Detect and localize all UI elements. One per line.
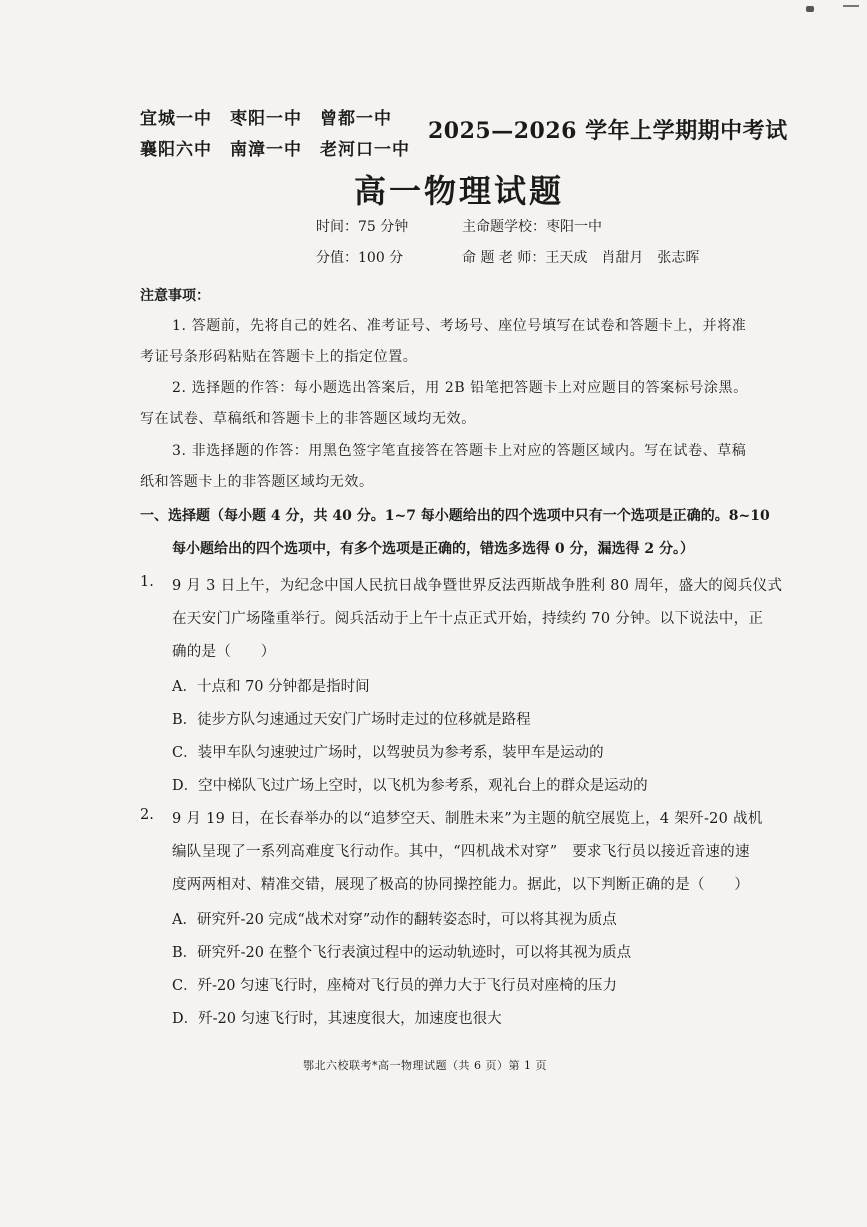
question-2-line-1: 9 月 19 日，在长春举办的以“追梦空天、制胜未来”为主题的航空展览上，4 架歼-20 战机 [172, 811, 763, 827]
scan-mark [806, 6, 814, 12]
note-3-line-2: 纸和答题卡上的非答题区域均无效。 [140, 474, 374, 490]
page-footer: 鄂北六校联考*高一物理试题（共 6 页）第 1 页 [303, 1059, 547, 1072]
page-title: 高一物理试题 [354, 172, 565, 210]
exam-title: 2025—2026 学年上学期期中考试 [428, 118, 788, 144]
question-1-option-a: A．十点和 70 分钟都是指时间 [172, 679, 370, 695]
question-1-number: 1. [140, 574, 154, 590]
question-2-number: 2. [140, 807, 154, 823]
question-1-option-b: B．徒步方队匀速通过天安门广场时走过的位移就是路程 [172, 712, 531, 728]
question-1-option-c: C．装甲车队匀速驶过广场时，以驾驶员为参考系，装甲车是运动的 [172, 745, 604, 761]
section-1-heading-line-2: 每小题给出的四个选项中，有多个选项是正确的，错选多选得 0 分，漏选得 2 分。） [172, 541, 694, 557]
question-1-line-3: 确的是（ ） [172, 644, 276, 660]
exam-teachers: 命 题 老 师：王天成 肖甜月 张志晖 [462, 250, 700, 266]
section-1-heading-line-1: 一、选择题（每小题 4 分，共 40 分。1~7 每小题给出的四个选项中只有一个选项是正确的。8~10 [140, 508, 770, 524]
exam-score: 分值：100 分 [316, 250, 404, 266]
note-3-line-1: 3. 非选择题的作答：用黑色签字笔直接答在答题卡上对应的答题区域内。写在试卷、草稿 [172, 443, 747, 459]
schools-row-1: 宜城一中 枣阳一中 曾都一中 [140, 109, 392, 129]
scan-line [843, 5, 859, 7]
exam-time: 时间：75 分钟 [316, 219, 409, 235]
question-2-option-c: C．歼-20 匀速飞行时，座椅对飞行员的弹力大于飞行员对座椅的压力 [172, 978, 618, 994]
schools-row-2: 襄阳六中 南漳一中 老河口一中 [140, 140, 410, 160]
notes-heading: 注意事项： [140, 288, 210, 304]
host-school: 主命题学校：枣阳一中 [462, 219, 602, 235]
question-2-option-b: B．研究歼-20 在整个飞行表演过程中的运动轨迹时，可以将其视为质点 [172, 945, 632, 961]
note-1-line-1: 1. 答题前，先将自己的姓名、准考证号、考场号、座位号填写在试卷和答题卡上，并将准 [172, 318, 747, 334]
question-2-line-2: 编队呈现了一系列高难度飞行动作。其中，“四机战术对穿” 要求飞行员以接近音速的速 [172, 844, 750, 860]
question-1-line-1: 9 月 3 日上午，为纪念中国人民抗日战争暨世界反法西斯战争胜利 80 周年，盛大的阅兵仪式 [172, 578, 783, 594]
question-1-line-2: 在天安门广场隆重举行。阅兵活动于上午十点正式开始，持续约 70 分钟。以下说法中，正 [172, 611, 764, 627]
note-2-line-2: 写在试卷、草稿纸和答题卡上的非答题区域均无效。 [140, 411, 476, 427]
question-1-option-d: D．空中梯队飞过广场上空时，以飞机为参考系，观礼台上的群众是运动的 [172, 778, 648, 794]
note-2-line-1: 2. 选择题的作答：每小题选出答案后，用 2B 铅笔把答题卡上对应题目的答案标号涂黑。 [172, 380, 748, 396]
question-2-option-a: A．研究歼-20 完成“战术对穿”动作的翻转姿态时，可以将其视为质点 [172, 912, 617, 928]
note-1-line-2: 考证号条形码粘贴在答题卡上的指定位置。 [140, 349, 418, 365]
question-2-option-d: D．歼-20 匀速飞行时，其速度很大，加速度也很大 [172, 1011, 502, 1027]
question-2-line-3: 度两两相对、精准交错，展现了极高的协同操控能力。据此，以下判断正确的是（ ） [172, 877, 750, 893]
